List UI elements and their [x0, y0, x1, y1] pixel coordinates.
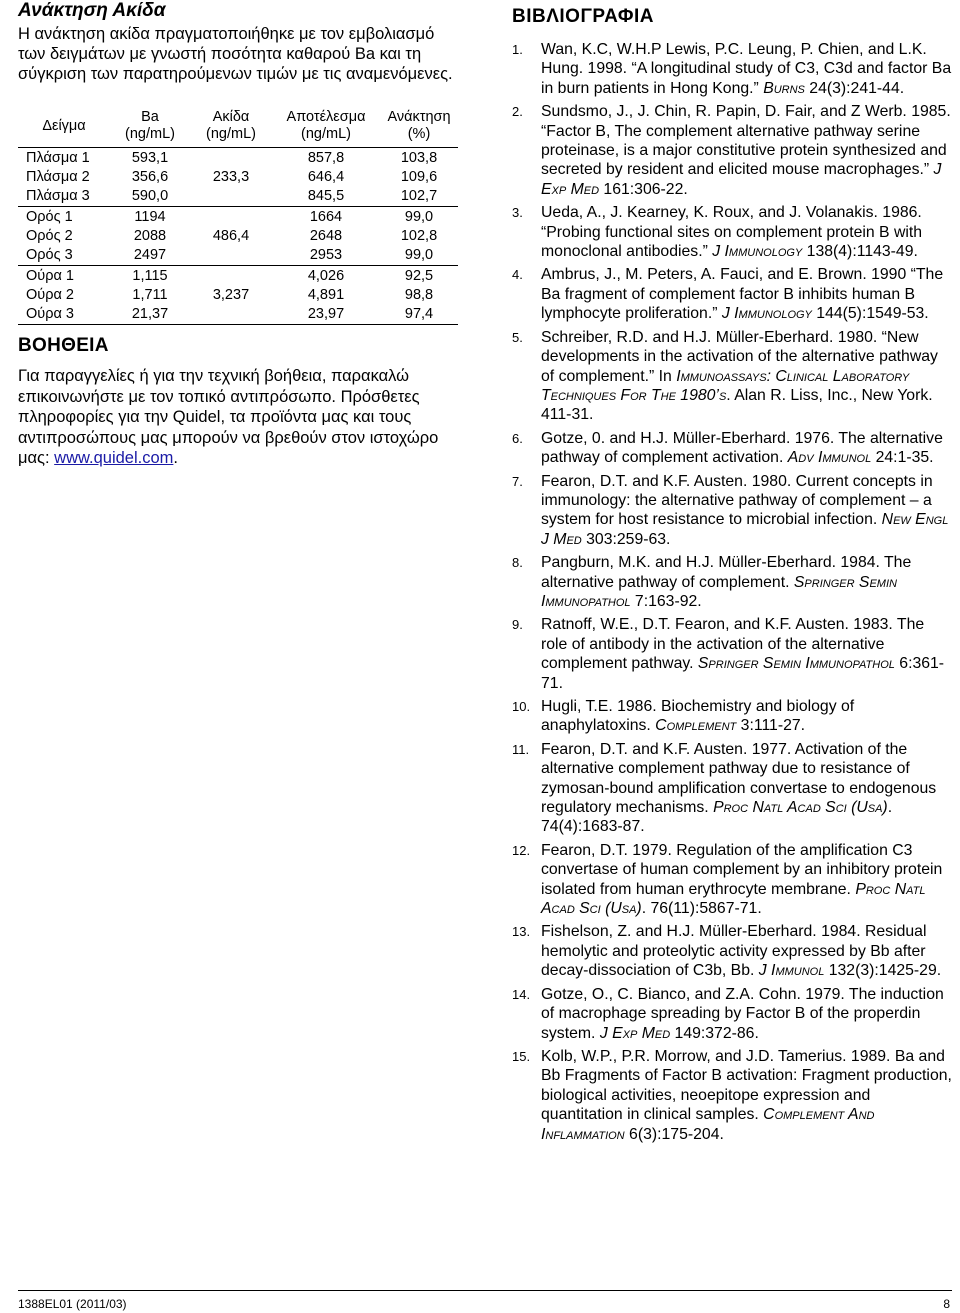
quidel-website-link[interactable]: www.quidel.com — [54, 449, 174, 467]
spike-recovery-intro: Η ανάκτηση ακίδα πραγματοποιήθηκε με τον εμβολιασμό των δειγμάτων με γνωστή ποσότητα καθαρού Ba και τη σύγκριση των παρατηρούμενων τιμών με τις αναμενόμενες. — [18, 25, 453, 83]
reference-item: 6. Gotze, 0. and H.J. Müller-Eberhard. 1976. The alternative pathway of complement activation. Adv Immunol 24:1-35. — [512, 429, 943, 467]
journal-name: J Immunology — [712, 243, 803, 261]
table-header-row — [18, 107, 458, 148]
journal-name: Adv Immunol — [787, 449, 872, 467]
journal-name: J Immunology — [721, 305, 812, 323]
reference-number: 1. — [512, 42, 523, 57]
reference-number: 14. — [512, 986, 531, 1002]
reference-item: 12. Fearon, D.T. 1979. Regulation of the amplification C3 convertase of human complement by an inhibitory protein isolated from human erythrocyte membrane. Proc Natl Acad Sci (Usa). 76(11):5867-71. — [512, 841, 943, 918]
reference-item: 13. Fishelson, Z. and H.J. Müller-Eberhard. 1984. Residual hemolytic and proteolytic activity expressed by Bb after decay-dissociation of C3b, Bb. J Immunol 132(3):1425-29. — [512, 923, 942, 980]
reference-number: 12. — [512, 842, 531, 858]
reference-number: 9. — [512, 617, 523, 633]
reference-number: 13. — [512, 924, 531, 940]
reference-item: 11. Fearon, D.T. and K.F. Austen. 1977. Activation of the alternative complement pathway due to resistance of zymosan-bound amplification convertase to endogenous regulatory mechanisms. Proc Natl Acad Sci (Usa). 74(4):1683-87. — [512, 740, 937, 836]
reference-number: 2. — [512, 104, 523, 120]
spike-recovery-title: Ανάκτηση Ακίδα — [18, 0, 166, 21]
reference-number: 8. — [512, 555, 523, 571]
journal-name: Complement And Inflammation — [541, 1106, 875, 1143]
help-title: ΒΟΗΘΕΙΑ — [18, 335, 109, 356]
journal-name: New Engl J Med — [541, 511, 949, 548]
reference-item: 8. Pangburn, M.K. and H.J. Müller-Eberhard. 1984. The alternative pathway of complement. Springer Semin Immunopathol 7:163-92. — [512, 554, 912, 610]
footer-doc-code: 1388EL01 (2011/03) — [18, 1297, 127, 1311]
journal-name: Proc Natl Acad Sci (Usa) — [541, 880, 926, 918]
journal-name: J Exp Med — [541, 161, 942, 198]
col-header-result: Αποτέλεσμα (ng/mL) — [272, 107, 380, 148]
journal-name: Proc Natl Acad Sci (Usa) — [713, 799, 888, 817]
journal-name: Burns — [763, 79, 805, 97]
reference-item: 4. Ambrus, J., M. Peters, A. Fauci, and E. Brown. 1990 “The Ba fragment of complement factor B inhibits human B lymphocyte proliferation.” J Immunology 144(5):1549-53. — [512, 266, 944, 323]
table-row: Ορός 2 2088 486,4 2648 102,8 — [26, 228, 438, 244]
reference-item: 3. Ueda, A., J. Kearney, K. Roux, and J. Volanakis. 1986. “Probing functional sites on complement protein B with monoclonal antibodies.” J Immunology 138(4):1143-49. — [512, 204, 923, 261]
table-row: Ορός 1 1194 1664 99,0 — [26, 209, 434, 225]
reference-item: 15. Kolb, W.P., P.R. Morrow, and J.D. Tamerius. 1989. Ba and Bb Fragments of Factor B activation: Fragment production, biological activities, neoepitope expression and quantitation in clinical samples. Complement And Inflammation 6(3):175-204. — [512, 1047, 952, 1143]
spike-recovery-table — [18, 107, 458, 325]
reference-number: 6. — [512, 430, 523, 446]
reference-item: 9. Ratnoff, W.E., D.T. Fearon, and K.F. Austen. 1983. The role of antibody in the activation of the alternative complement pathway. Springer Semin Immunopathol 6:361-71. — [512, 616, 945, 692]
journal-name: J Exp Med — [599, 1024, 671, 1042]
reference-number: 3. — [512, 205, 523, 221]
reference-number: 15. — [512, 1048, 531, 1064]
reference-item: 7. Fearon, D.T. and K.F. Austen. 1980. Current concepts in immunology: the alternative pathway of complement – a system for host resistance to microbial infection. New Engl J Med 303:259-63. — [512, 472, 949, 548]
footer-page-number: 8 — [943, 1297, 950, 1311]
references-list — [512, 40, 954, 1148]
journal-name: Springer Semin Immunopathol — [541, 573, 897, 610]
reference-number: 7. — [512, 473, 523, 489]
table-row: Ούρα 3 21,37 23,97 97,4 — [18, 305, 458, 325]
table-row: Πλάσμα 1 593,1 857,8 103,8 — [26, 150, 438, 166]
reference-number: 5. — [512, 329, 523, 345]
col-header-sample: Δείγμα — [18, 107, 110, 148]
reference-item: 1. Wan, K.C, W.H.P Lewis, P.C. Leung, P. Chien, and L.K. Hung. 1998. “A longitudinal study of C3, C3d and factor Ba in burn patients in Hong Kong.” Burns 24(3):241-44. — [512, 41, 952, 97]
references-title: ΒΙΒΛΙΟΓΡΑΦΙΑ — [512, 6, 654, 27]
journal-name: Complement — [655, 717, 737, 735]
col-header-recovery: Ανάκτηση (%) — [380, 107, 458, 148]
journal-name: Immunoassays: Clinical Laboratory Techniques For The 1980’s — [541, 367, 910, 404]
footer-divider — [18, 1290, 952, 1291]
reference-item: 5. Schreiber, R.D. and H.J. Müller-Eberhard. 1980. “New developments in the activation of the alternative pathway of complement.” In Immunoassays: Clinical Laboratory Techniques For The 1980’s. Alan R. Liss, Inc., New York. 411-31. — [512, 328, 938, 424]
reference-number: 4. — [512, 267, 523, 283]
table-row: Ούρα 2 1,711 3,237 4,891 98,8 — [26, 287, 434, 303]
table-row: Πλάσμα 2 356,6 233,3 646,4 109,6 — [26, 169, 438, 185]
table-row: Ούρα 1 1,115 4,026 92,5 — [26, 268, 434, 284]
col-header-spike: Ακίδα (ng/mL) — [190, 107, 272, 148]
reference-number: 10. — [512, 699, 531, 714]
table-row: Ορός 3 2497 2953 99,0 — [18, 246, 458, 266]
reference-item: 10. Hugli, T.E. 1986. Biochemistry and biology of anaphylatoxins. Complement 3:111-27. — [512, 698, 855, 735]
col-header-ba: Ba (ng/mL) — [110, 107, 190, 148]
reference-item: 14. Gotze, O., C. Bianco, and Z.A. Cohn. 1979. The induction of macrophage spreading by Factor B of the properdin system. J Exp Med 149:372-86. — [512, 985, 944, 1042]
reference-number: 11. — [512, 741, 530, 757]
journal-name: Springer Semin Immunopathol — [697, 655, 895, 673]
reference-item: 2. Sundsmo, J., J. Chin, R. Papin, D. Fair, and Z Werb. 1985. “Factor B, The complement alternative pathway serine proteinase, is a major constitutive protein synthesized and secreted by resident and elicited mouse macrophages.” J Exp Med 161:306-22. — [512, 103, 951, 198]
help-text: Για παραγγελίες ή για την τεχνική βοήθεια, παρακαλώ επικοινωνήστε με τον τοπικό αντιπρόσωπο. Πρόσθετες πληροφορίες για την Quidel, τα προϊόντα μας και τους αντιπροσώπους μας μπορούν να βρεθούν στον ιστοχώρο μας: www.quidel.com. — [18, 367, 439, 467]
journal-name: J Immunol — [758, 962, 825, 980]
table-row: Πλάσμα 3 590,0 845,5 102,7 — [18, 187, 458, 207]
